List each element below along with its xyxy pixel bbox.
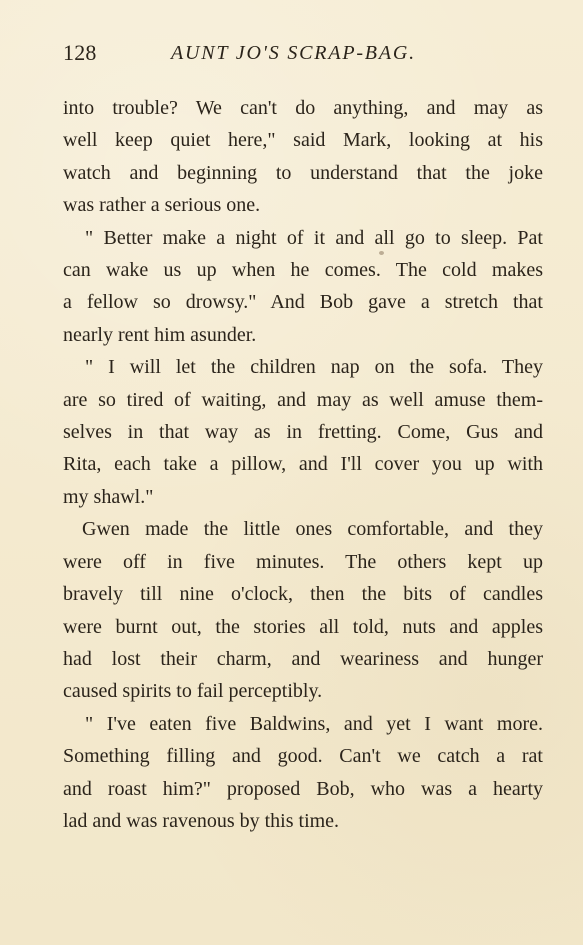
text-line: " Better make a night of it and all go to sleep. Pat (85, 226, 543, 249)
text-line: into trouble? We can't do anything, and may as (63, 97, 543, 119)
text-line: my shawl." (63, 485, 154, 508)
paragraph-2 (63, 222, 543, 352)
text-line: Rita, each take a pillow, and I'll cover you up with (63, 453, 543, 476)
body-text (63, 92, 543, 837)
text-line: bravely till nine o'clock, then the bits of candles (63, 583, 543, 606)
text-line: were burnt out, the stories all told, nuts and apples (63, 615, 543, 638)
paragraph-1 (63, 92, 543, 222)
text-line: " I will let the children nap on the sofa. They (85, 356, 543, 379)
text-line: had lost their charm, and weariness and hunger (63, 647, 543, 670)
running-title: AUNT JO'S SCRAP-BAG. (171, 42, 416, 64)
paragraph-3 (63, 351, 543, 513)
text-line: can wake us up when he comes. The cold makes (63, 259, 543, 282)
text-line: were off in five minutes. The others kept up (63, 550, 543, 573)
text-line: nearly rent him asunder. (63, 323, 257, 346)
text-line: " I've eaten five Baldwins, and yet I want more. (85, 712, 543, 735)
text-line: caused spirits to fail perceptibly. (63, 680, 323, 703)
page-header (63, 40, 543, 66)
paragraph-4 (63, 513, 543, 707)
text-line: well keep quiet here," said Mark, looking at his (63, 129, 543, 152)
text-line: and roast him?" proposed Bob, who was a hearty (63, 777, 543, 800)
text-line: Gwen made the little ones comfortable, and they (82, 518, 543, 541)
text-line: are so tired of waiting, and may as well amuse them- (63, 388, 543, 411)
text-line: selves in that way as in fretting. Come, Gus and (63, 421, 543, 444)
text-line: watch and beginning to understand that the joke (63, 161, 543, 184)
text-line: a fellow so drowsy." And Bob gave a stretch that (63, 291, 543, 314)
text-line: lad and was ravenous by this time. (63, 809, 340, 832)
text-line: Something filling and good. Can't we catch a rat (63, 745, 543, 768)
page-number: 128 (63, 40, 97, 65)
paragraph-5 (63, 708, 543, 838)
text-line: was rather a serious one. (63, 194, 261, 217)
